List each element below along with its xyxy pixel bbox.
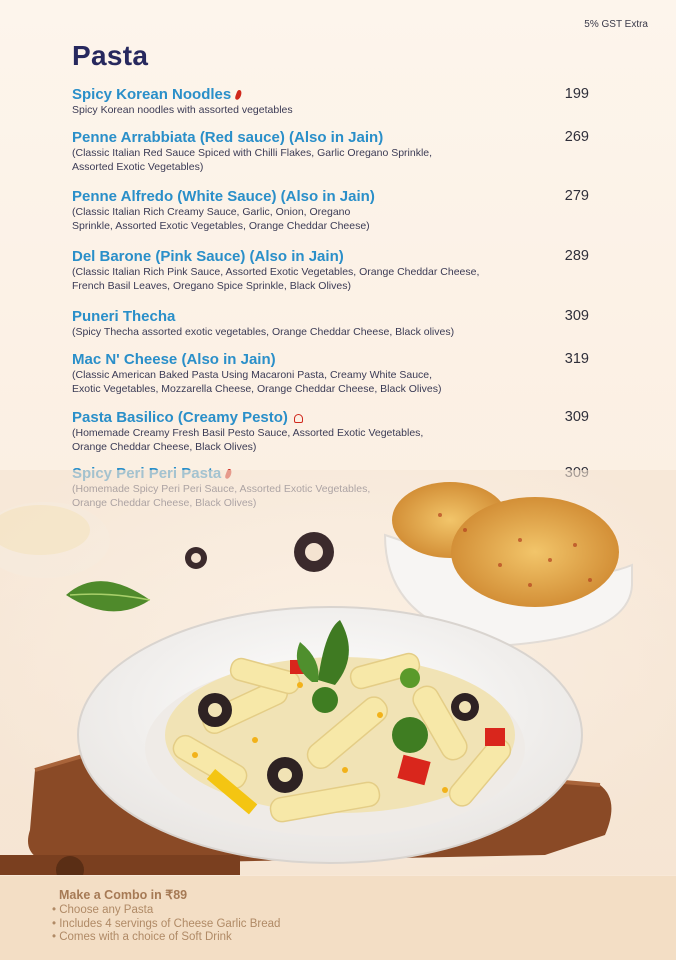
item-description: (Homemade Creamy Fresh Basil Pesto Sauce, Assorted Exotic Vegetables, (72, 427, 424, 439)
item-name (72, 129, 602, 147)
item-price: 289 (564, 248, 589, 264)
combo-point: • Comes with a choice of Soft Drink (52, 931, 280, 945)
item-name (72, 188, 602, 206)
gst-note: 5% GST Extra (584, 19, 648, 30)
item-price: 199 (564, 86, 589, 102)
item-price: 309 (564, 409, 589, 425)
chef-hat-icon (294, 414, 303, 423)
menu-item (72, 351, 602, 396)
item-name (72, 308, 602, 326)
item-name-text: Spicy Korean Noodles (72, 86, 232, 103)
item-name-text: Del Barone (Pink Sauce) (Also in Jain) (72, 248, 344, 265)
combo-point: • Choose any Pasta (52, 904, 280, 918)
menu-item (72, 409, 602, 454)
item-description: Orange Cheddar Cheese, Black Olives) (72, 440, 257, 453)
menu-item (72, 308, 602, 340)
combo-section (0, 876, 676, 960)
item-description: (Classic Italian Red Sauce Spiced with Chilli Flakes, Garlic Oregano Sprinkle, (72, 147, 433, 159)
item-description: Assorted Exotic Vegetables) (72, 160, 204, 173)
item-name-text: Mac N' Cheese (Also in Jain) (72, 351, 276, 368)
item-name-text: Puneri Thecha (72, 308, 176, 325)
item-name (72, 248, 602, 266)
item-name (72, 86, 602, 104)
combo-title: Make a Combo in ₹89 (59, 888, 188, 902)
item-description: Spicy Korean noodles with assorted vegetables (72, 104, 293, 116)
chili-icon (235, 89, 243, 100)
item-description: (Classic Italian Rich Pink Sauce, Assorted Exotic Vegetables, Orange Cheddar Cheese, (72, 266, 480, 278)
menu-item (72, 248, 602, 293)
item-price: 269 (564, 129, 589, 145)
item-description: Sprinkle, Assorted Exotic Vegetables, Orange Cheddar Cheese) (72, 219, 370, 232)
item-description: French Basil Leaves, Oregano Spice Sprinkle, Black Olives) (72, 279, 351, 292)
combo-point: • Includes 4 servings of Cheese Garlic Bread (52, 918, 280, 932)
item-price: 319 (564, 351, 589, 367)
item-description: (Classic Italian Rich Creamy Sauce, Garlic, Onion, Oregano (72, 206, 351, 218)
item-price: 279 (564, 188, 589, 204)
item-price: 309 (564, 308, 589, 324)
item-name (72, 351, 602, 369)
item-name-text: Pasta Basilico (Creamy Pesto) (72, 409, 288, 426)
menu-item (72, 129, 602, 174)
combo-list (52, 904, 280, 945)
item-description: (Spicy Thecha assorted exotic vegetables, Orange Cheddar Cheese, Black olives) (72, 326, 455, 338)
item-name-text: Penne Alfredo (White Sauce) (Also in Jain) (72, 188, 375, 205)
menu-item (72, 188, 602, 233)
menu-item (72, 86, 602, 118)
page-title: Pasta (72, 40, 149, 71)
item-description: (Classic American Baked Pasta Using Macaroni Pasta, Creamy White Sauce, (72, 369, 433, 381)
item-name-text: Penne Arrabbiata (Red sauce) (Also in Jain) (72, 129, 384, 146)
item-name (72, 409, 602, 427)
item-description: Exotic Vegetables, Mozzarella Cheese, Orange Cheddar Cheese, Black Olives) (72, 382, 442, 395)
pasta-illustration (0, 470, 676, 875)
